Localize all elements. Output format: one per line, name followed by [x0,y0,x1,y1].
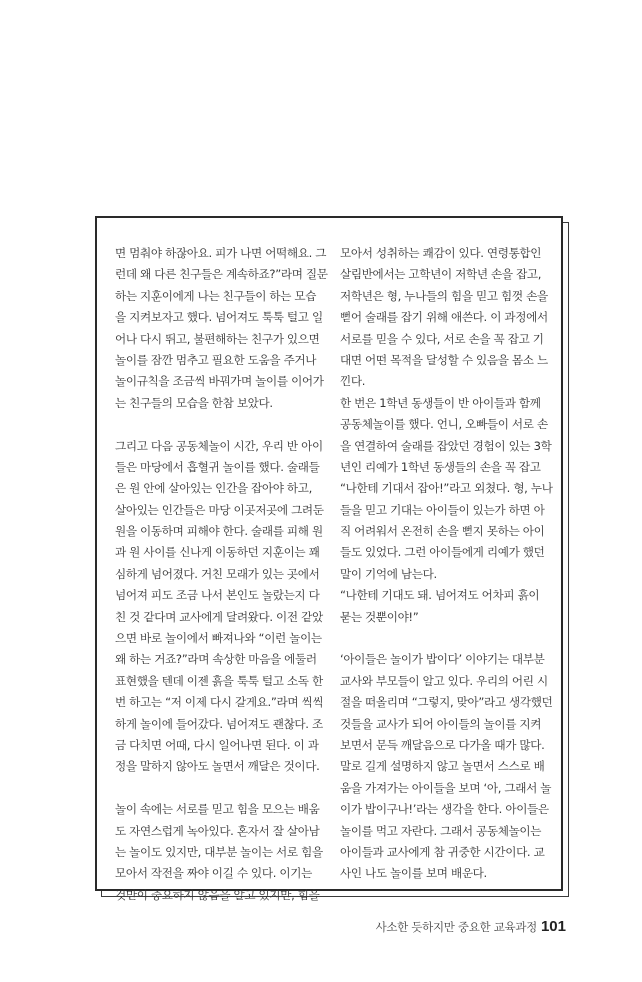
text-line: 으면 바로 놀이에서 빠져나와 “이런 놀이는 [115,631,322,646]
text-line: 대면 어떤 목적을 달성할 수 있음을 몸소 느 [340,352,548,367]
text-line: 낀다. [340,374,366,389]
text-line: 어나 다시 뛰고, 불편해하는 친구가 있으면 [115,331,320,346]
text-line: 공동체놀이를 했다. 언니, 오빠들이 서로 손 [340,417,548,432]
paragraph-gap [115,778,327,799]
text-line: 살림반에서는 고학년이 저학년 손을 잡고, [340,267,542,282]
page-number: 101 [540,918,566,935]
text-line: 하게 놀이에 들어갔다. 넘어져도 괜찮다. 조 [115,716,323,731]
text-line: 서로를 믿을 수 있다, 서로 손을 꼭 잡고 기 [340,331,544,346]
text-line: 그리고 다음 공동체놀이 시간, 우리 반 아이 [115,438,323,453]
text-line: 들은 마당에서 흡혈귀 놀이를 했다. 술래들 [115,459,320,474]
running-title: 사소한 듯하지만 중요한 교육과정 [375,920,537,934]
text-line: 살아있는 인간들은 마당 이곳저곳에 그려둔 [115,502,324,517]
text-line: 왜 하는 거죠?”라며 속상한 마음을 에둘러 [115,652,317,667]
text-line: 모아서 성취하는 쾌감이 있다. 연령통합인 [340,246,542,260]
text-line: 들을 믿고 기대는 아이들이 있는가 하면 아 [340,502,545,517]
text-line: 들도 있었다. 그런 아이들에게 리예가 했던 [340,545,545,560]
text-line: 절을 떠올리며 “그렇지, 맞아”라고 생각했던 [340,695,553,710]
text-line: 놀이 속에는 서로를 믿고 힘을 모으는 배움 [115,802,320,817]
text-line: 친 것 같다며 교사에게 달려왔다. 이전 같았 [115,609,323,624]
text-line: “나한테 기대도 돼. 넘어져도 어차피 흙이 [340,588,540,603]
text-line: 말로 길게 설명하지 않고 놀면서 스스로 배 [340,759,545,774]
text-line: ‘아이들은 놀이가 밥이다’ 이야기는 대부분 [340,652,545,667]
text-line: 놀이를 먹고 자란다. 그래서 공동체놀이는 [340,823,542,838]
text-line: 금 다치면 어때, 다시 일어나면 된다. 이 과 [115,737,319,752]
text-line: 표현했을 텐데 이젠 흙을 툭툭 털고 소독 한 [115,673,323,688]
text-line: 과 원 사이를 신나게 이동하던 지훈이는 꽤 [115,545,320,560]
text-line: 도 자연스럽게 녹아있다. 혼자서 잘 살아남 [115,823,320,838]
right-column [340,243,553,885]
text-line: 교사와 부모들이 알고 있다. 우리의 어린 시 [340,673,548,688]
text-line: 모아서 작전을 짜야 이길 수 있다. 이기는 [115,866,312,881]
text-line: “나한테 기대서 잡아!”라고 외쳤다. 형, 누나 [340,481,553,496]
text-line: 사인 나도 놀이를 보며 배운다. [340,866,487,881]
text-line: 정을 말하지 않아도 놀면서 깨달은 것이다. [115,759,320,774]
text-line: 저학년은 형, 누나들의 힘을 믿고 힘껏 손을 [340,288,548,303]
text-line: 번 하고는 “저 이제 다시 갈게요.”라며 씩씩 [115,695,324,710]
text-line: 아이들과 교사에게 참 귀중한 시간이다. 교 [340,844,545,859]
text-line: 움을 가져가는 아이들을 보며 ‘아, 그래서 놀 [340,780,552,795]
text-line: 은 원 안에 살아있는 인간을 잡아야 하고, [115,481,312,496]
text-line: 하는 지훈이에게 나는 친구들이 하는 모습 [115,288,317,303]
text-line: 놀이를 잠깐 멈추고 필요한 도움을 주거나 [115,352,317,367]
text-line: 한 번은 1학년 동생들이 반 아이들과 함께 [340,395,541,410]
text-line: 것들을 교사가 되어 아이들의 놀이를 지켜 [340,716,542,731]
text-line: 런데 왜 다른 친구들은 계속하죠?”라며 질문 [115,267,328,282]
left-column [115,243,327,906]
text-line: 놀이규칙을 조금씩 바꿔가며 놀이를 이어가 [115,374,324,389]
text-line: 는 놀이도 있지만, 대부분 놀이는 서로 힘을 [115,844,323,859]
text-line: 년인 리예가 1학년 동생들의 손을 꼭 잡고 [340,459,541,474]
paragraph-gap [340,628,550,649]
paragraph-gap [115,414,327,435]
text-line: 묻는 것뿐이야!” [340,609,419,624]
text-line: 는 친구들의 모습을 한참 보았다. [115,395,273,410]
text-line: 을 지켜보자고 했다. 넘어져도 툭툭 털고 일 [115,310,323,325]
text-line: 말이 기억에 남는다. [340,566,437,581]
text-line: 보면서 문득 깨달음으로 다가올 때가 많다. [340,737,545,752]
text-line: 이가 밥이구나!’라는 생각을 한다. 아이들은 [340,802,549,817]
text-line: 뻗어 술래를 잡기 위해 애쓴다. 이 과정에서 [340,310,548,325]
page-footer [376,918,566,935]
text-line: 것만이 중요하지 않음을 알고 있지만, 힘을 [115,887,320,902]
text-line: 원을 이동하며 피해야 한다. 술래를 피해 원 [115,524,323,539]
text-line: 면 멈춰야 하잖아요. 피가 나면 어떡해요. 그 [115,246,327,260]
text-line: 심하게 넘어졌다. 거친 모래가 있는 곳에서 [115,566,320,581]
text-line: 직 어려워서 온전히 손을 뻗지 못하는 아이 [340,524,545,539]
text-line: 을 연결하여 술래를 잡았던 경험이 있는 3학 [340,438,552,453]
text-line: 넘어져 피도 조금 나서 본인도 놀랐는지 다 [115,588,320,603]
